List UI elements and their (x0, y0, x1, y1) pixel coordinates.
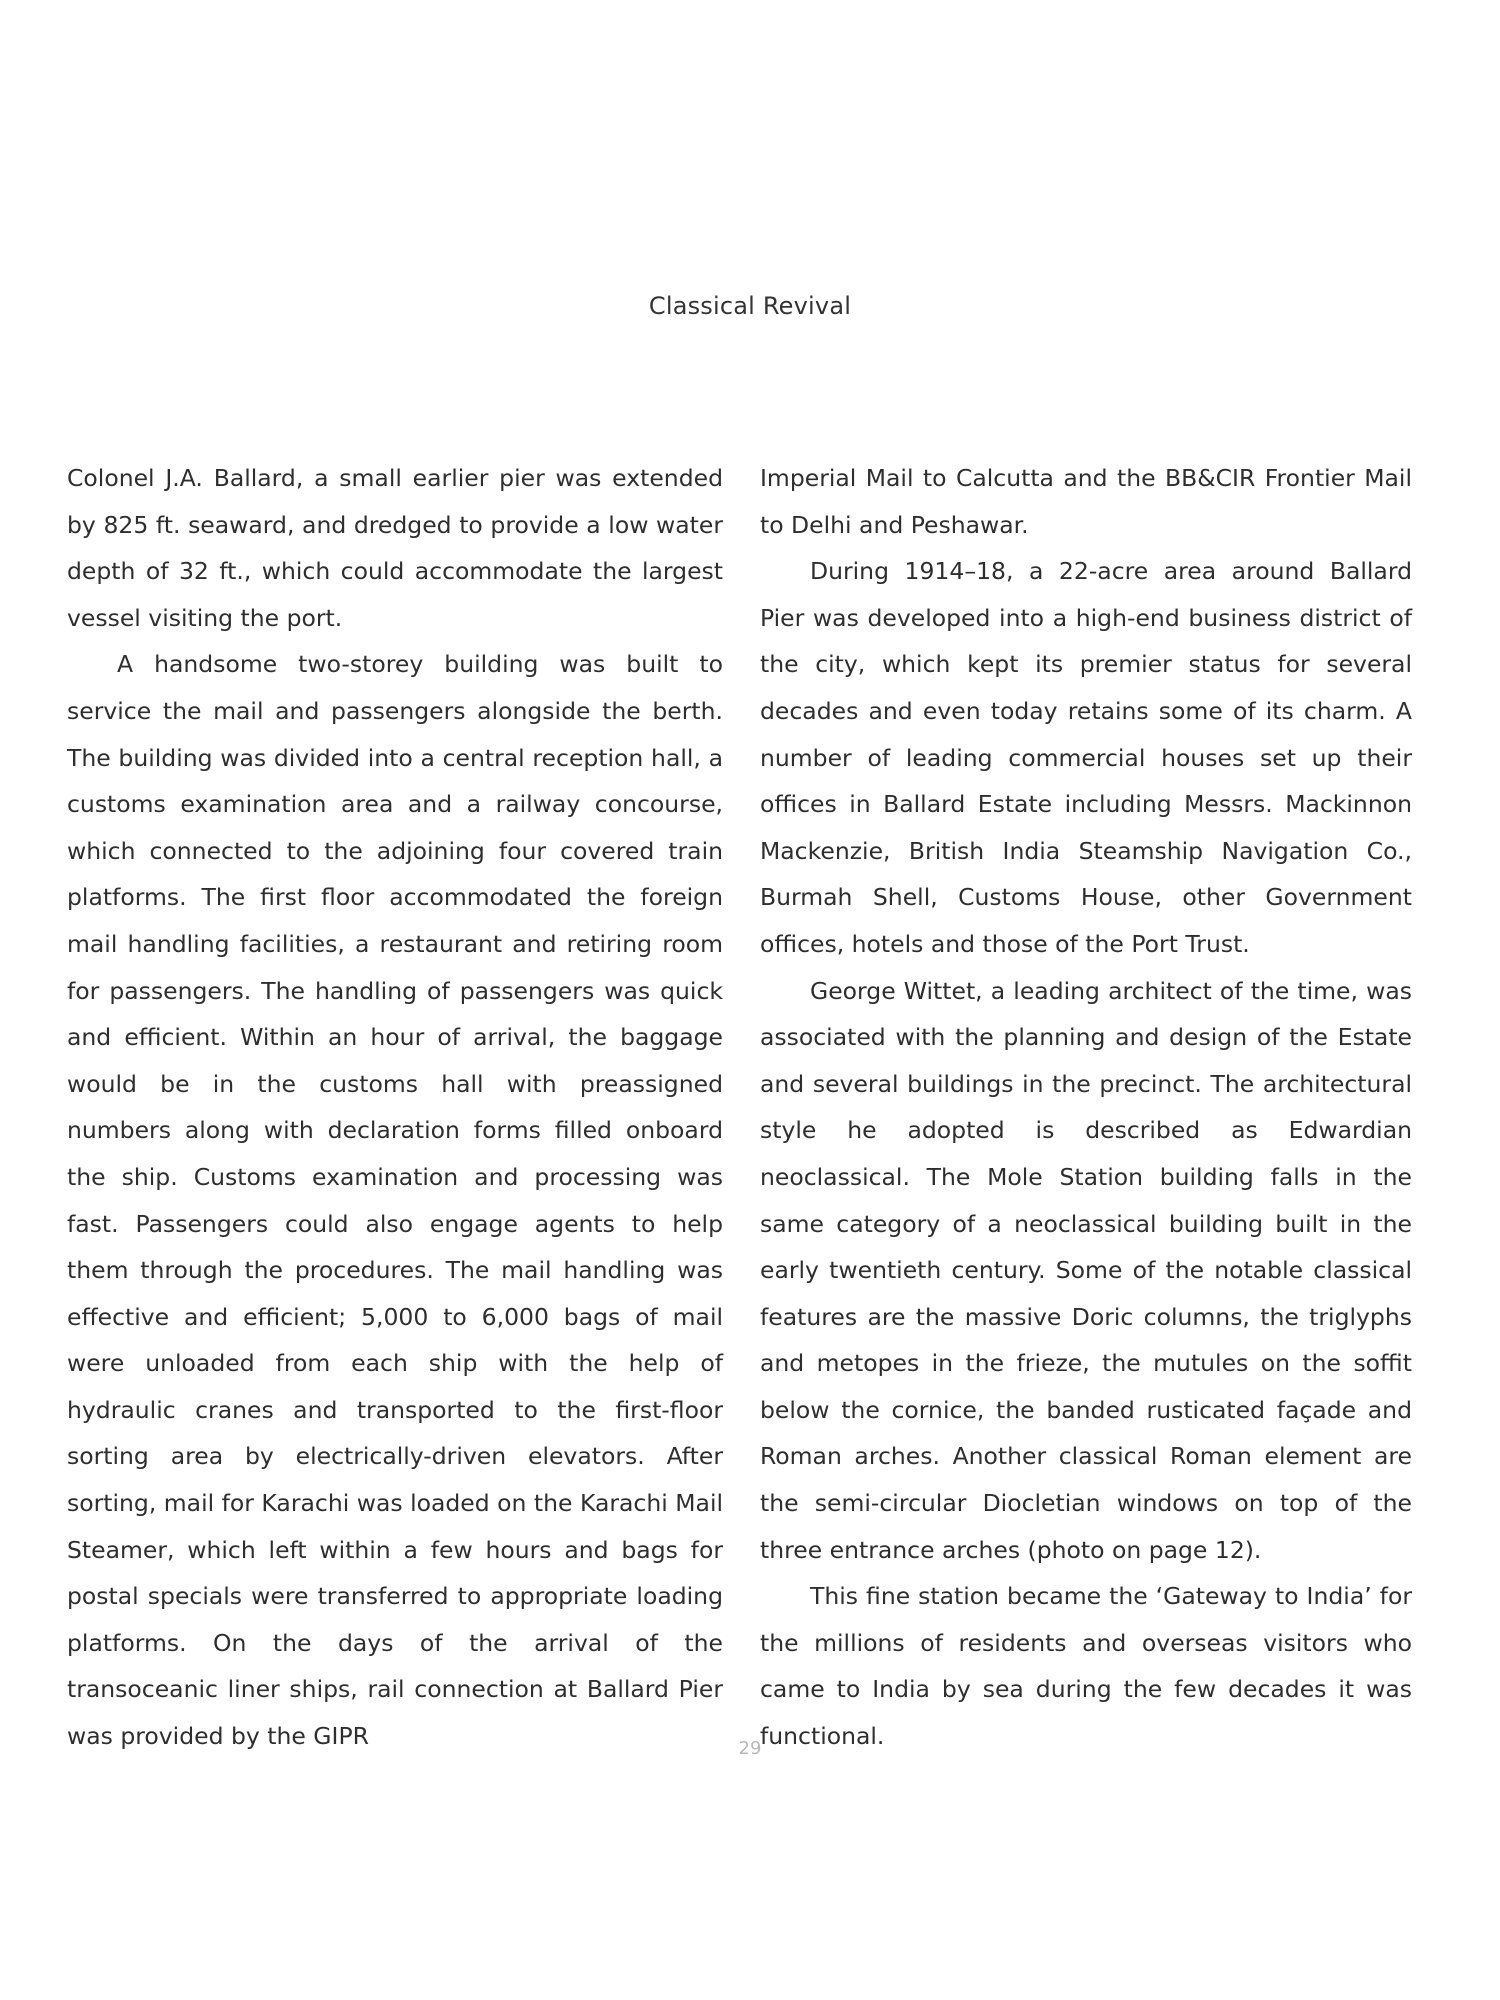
left-text-column (67, 455, 723, 1760)
paragraph: George Wittet, a leading architect of the time, was associated with the planning and design of the Estate and several buildings in the precinct. The architectural style he adopted is described as Edwardian neoclassical. The Mole Station building falls in the same category of a neoclassical building built in the early twentieth century. Some of the notable classical features are the massive Doric columns, the triglyphs and metopes in the frieze, the mutules on the soffit below the cornice, the banded rusticated façade and Roman arches. Another classical Roman element are the semi-circular Diocletian windows on top of the three entrance arches (photo on page 12). (760, 976, 1412, 1564)
running-title: Classical Revival (648, 292, 852, 320)
page-number: 29 (738, 1738, 762, 1759)
paragraph: This fine station became the ‘Gateway to India’ for the millions of residents and overseas visitors who came to India by sea during the few decades it was functional. (760, 1582, 1412, 1751)
paragraph: Colonel J.A. Ballard, a small earlier pier was extended by 825 ft. seaward, and dredged to provide a low water depth of 32 ft., which could accommodate the largest vessel visiting the port. (67, 464, 723, 632)
paragraph: During 1914–18, a 22-acre area around Ballard Pier was developed into a high-end business district of the city, which kept its premier status for several decades and even today retains some of its charm. A number of leading commercial houses set up their offices in Ballard Estate including Messrs. Mackinnon Mackenzie, British India Steamship Navigation Co., Burmah Shell, Customs House, other Government offices, hotels and those of the Port Trust. (760, 557, 1412, 958)
right-text-column (760, 455, 1412, 1760)
paragraph: Imperial Mail to Calcutta and the BB&CIR Frontier Mail to Delhi and Peshawar. (760, 464, 1412, 539)
paragraph: A handsome two-storey building was built to service the mail and passengers alongside the berth. The building was divided into a central reception hall, a customs examination area and a railway concourse, which connected to the adjoining four covered train platforms. The first floor accommodated the foreign mail handling facilities, a restaurant and retiring room for passengers. The handling of passengers was quick and efficient. Within an hour of arrival, the baggage would be in the customs hall with preassigned numbers along with declaration forms filled onboard the ship. Customs examination and processing was fast. Passengers could also engage agents to help them through the procedures. The mail handling was effective and efficient; 5,000 to 6,000 bags of mail were unloaded from each ship with the help of hydraulic cranes and transported to the first-floor sorting area by electrically-driven elevators. After sorting, mail for Karachi was loaded on the Karachi Mail Steamer, which left within a few hours and bags for postal specials were transferred to appropriate loading platforms. On the days of the arrival of the transoceanic liner ships, rail connection at Ballard Pier was provided by the GIPR (67, 650, 723, 1751)
